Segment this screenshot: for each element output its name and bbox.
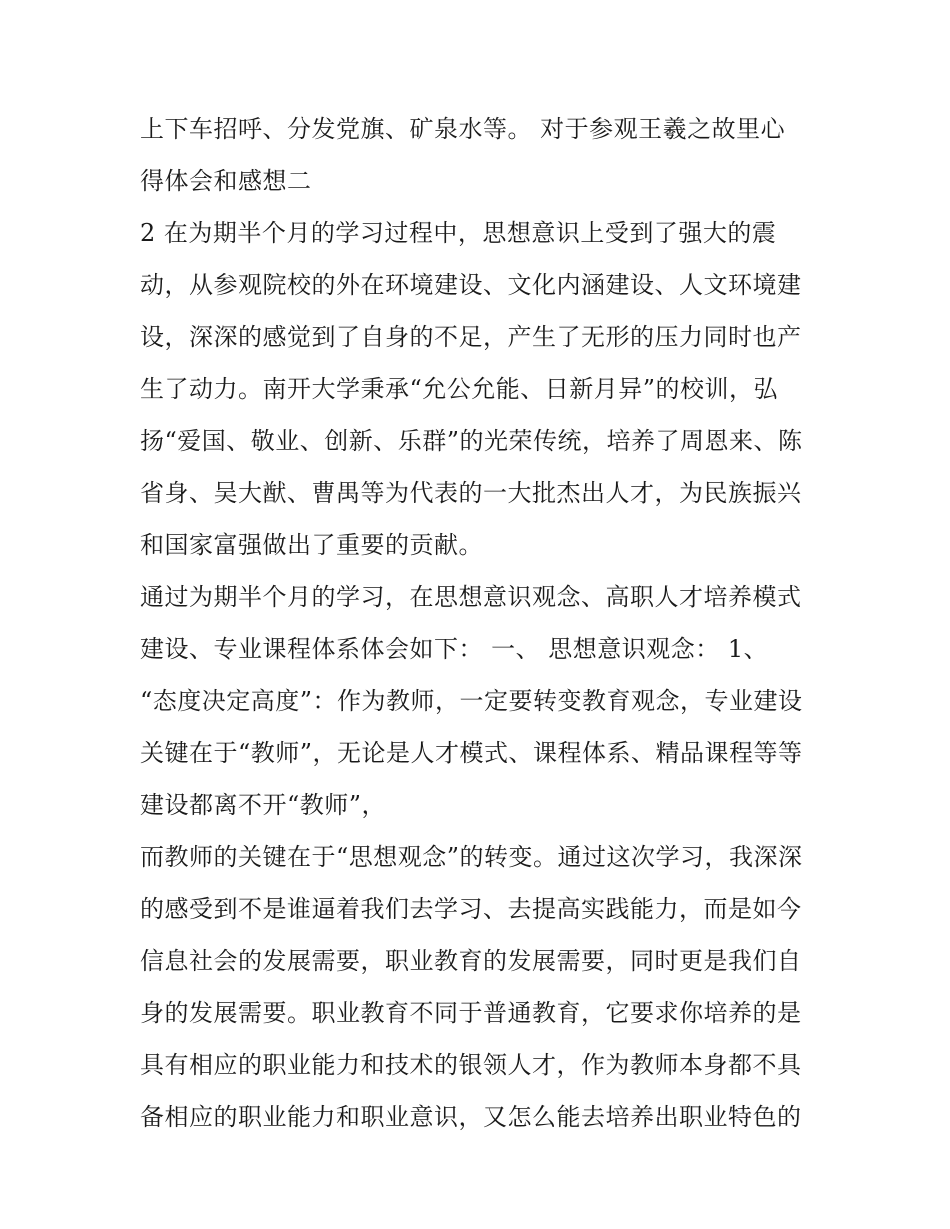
- text-line-10: 通过为期半个月的学习，在思想意识观念、高职人才培养模式: [140, 583, 802, 611]
- text-line-13: 关键在于“教师”，无论是人才模式、课程体系、精品课程等等: [140, 739, 803, 767]
- text-line-3: 2 在为期半个月的学习过程中，思想意识上受到了强大的震: [140, 219, 777, 247]
- text-line-6: 生了动力。南开大学秉承“允公允能、日新月异”的校训，弘: [140, 375, 779, 403]
- body-text: [140, 103, 820, 1143]
- text-line-9: 和国家富强做出了重要的贡献。: [140, 531, 483, 559]
- text-line-1: 上下车招呼、分发党旗、矿泉水等。 对于参观王羲之故里心: [140, 115, 786, 143]
- text-line-17: 信息社会的发展需要，职业教育的发展需要，同时更是我们自: [140, 947, 802, 975]
- text-line-20: 备相应的职业能力和职业意识，又怎么能去培养出职业特色的: [140, 1103, 802, 1131]
- text-line-14: 建设都离不开“教师”，: [140, 791, 387, 819]
- text-line-2: 得体会和感想二: [140, 167, 312, 195]
- text-line-19: 具有相应的职业能力和技术的银领人才，作为教师本身都不具: [140, 1051, 802, 1079]
- text-line-7: 扬“爱国、敬业、创新、乐群”的光荣传统，培养了周恩来、陈: [140, 427, 803, 455]
- text-line-5: 设，深深的感觉到了自身的不足，产生了无形的压力同时也产: [140, 323, 802, 351]
- text-line-12: “态度决定高度”：作为教师，一定要转变教育观念，专业建设: [140, 687, 803, 715]
- text-line-15: 而教师的关键在于“思想观念”的转变。通过这次学习，我深深: [140, 843, 803, 871]
- text-line-4: 动，从参观院校的外在环境建设、文化内涵建设、人文环境建: [140, 271, 802, 299]
- text-line-16: 的感受到不是谁逼着我们去学习、去提高实践能力，而是如今: [140, 895, 802, 923]
- text-line-18: 身的发展需要。职业教育不同于普通教育，它要求你培养的是: [140, 999, 802, 1027]
- text-line-8: 省身、吴大猷、曹禺等为代表的一大批杰出人才，为民族振兴: [140, 479, 802, 507]
- text-line-11: 建设、专业课程体系体会如下： 一、 思想意识观念： 1、: [140, 635, 769, 663]
